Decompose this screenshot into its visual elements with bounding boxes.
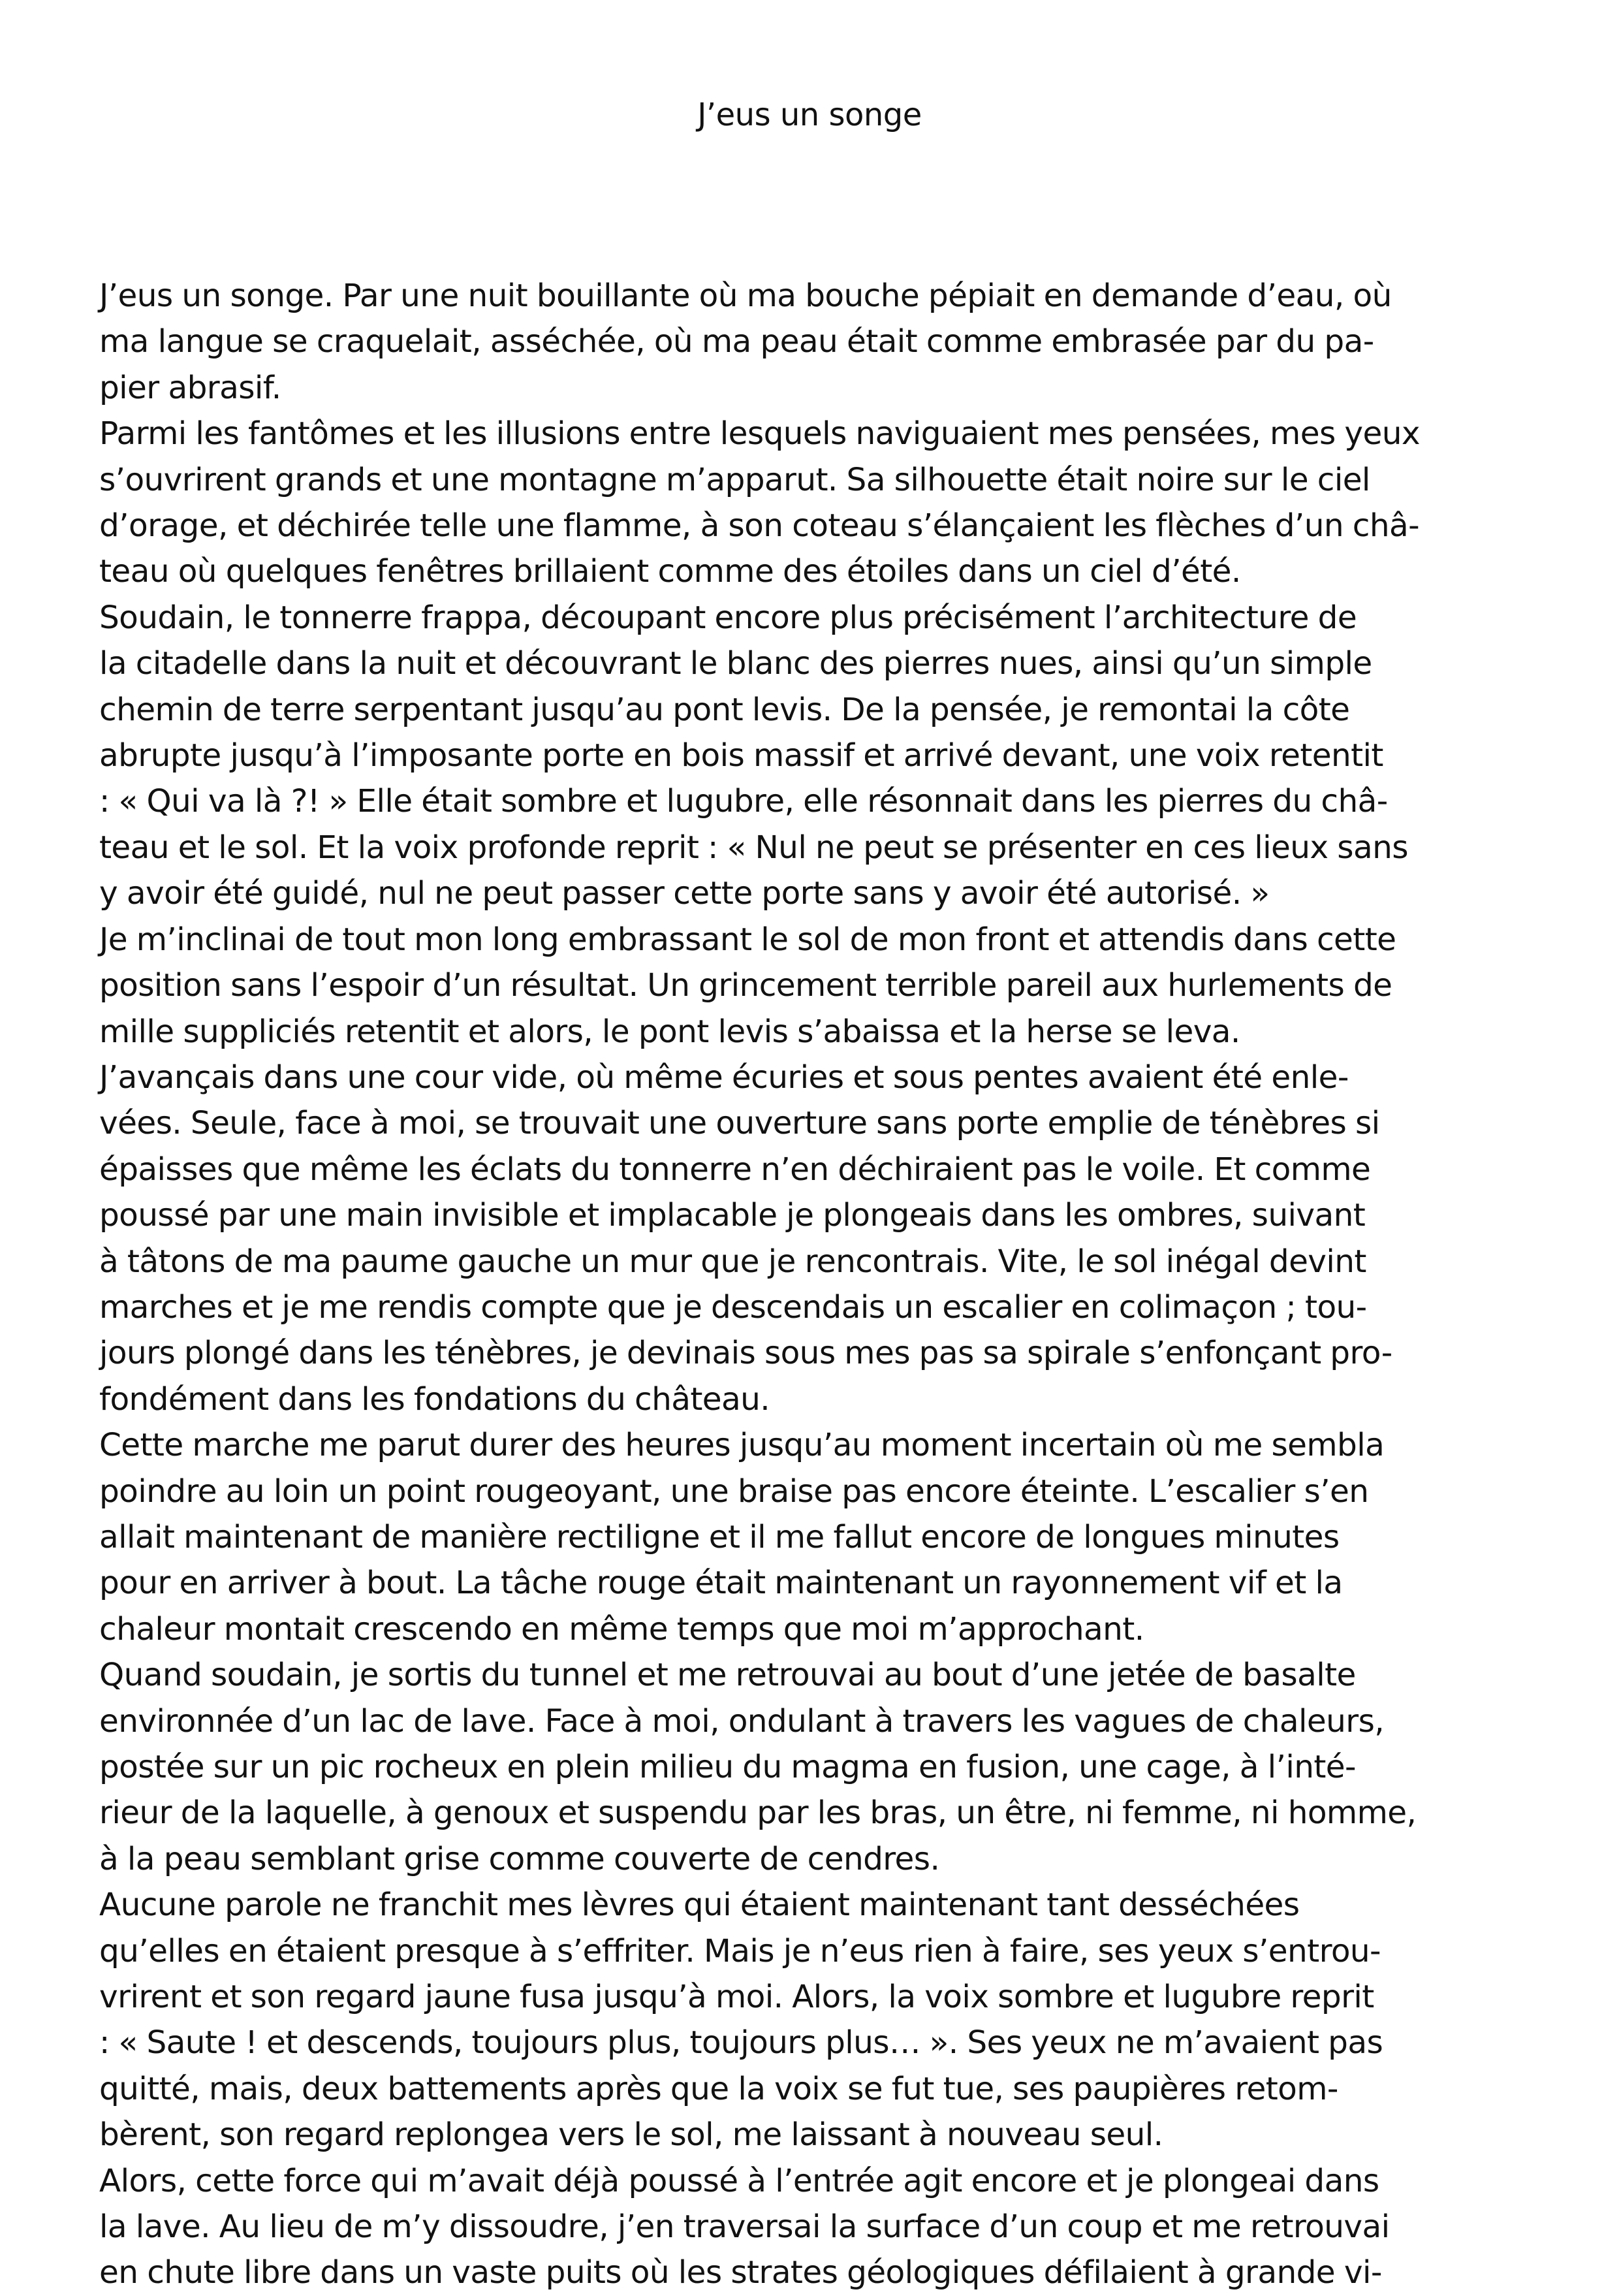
text-line: position sans l’espoir d’un résultat. Un grincement terrible pareil aux hurlements de [99,967,1392,1004]
text-line: Je m’inclinai de tout mon long embrassant le sol de mon front et attendis dans cette [99,921,1396,958]
text-line: Alors, cette force qui m’avait déjà poussé à l’entrée agit encore et je plongeai dans [99,2162,1379,2199]
text-line: Quand soudain, je sortis du tunnel et me retrouvai au bout d’une jetée de basalte [99,1657,1356,1694]
text-line: s’ouvrirent grands et une montagne m’apparut. Sa silhouette était noire sur le ciel [99,461,1370,498]
text-line: y avoir été guidé, nul ne peut passer cette porte sans y avoir été autorisé. » [99,875,1270,912]
text-line: postée sur un pic rocheux en plein milieu du magma en fusion, une cage, à l’inté- [99,1749,1356,1785]
page-title: J’eus un songe [697,97,922,133]
text-line: la lave. Au lieu de m’y dissoudre, j’en traversai la surface d’un coup et me retrouvai [99,2208,1390,2246]
text-line: teau et le sol. Et la voix profonde reprit : « Nul ne peut se présenter en ces lieux sans [99,829,1408,866]
text-line: poindre au loin un point rougeoyant, une braise pas encore éteinte. L’escalier s’en [99,1473,1369,1510]
text-line: marches et je me rendis compte que je descendais un escalier en colimaçon ; tou- [99,1288,1367,1326]
text-line: en chute libre dans un vaste puits où les strates géologiques défilaient à grande vi- [99,2254,1382,2291]
text-line: épaisses que même les éclats du tonnerre n’en déchiraient pas le voile. Et comme [99,1151,1371,1188]
text-line: Aucune parole ne franchit mes lèvres qui étaient maintenant tant desséchées [99,1887,1300,1924]
text-line: fondément dans les fondations du château. [99,1380,770,1418]
text-line: ma langue se craquelait, asséchée, où ma peau était comme embrasée par du pa- [99,323,1374,360]
text-line: Soudain, le tonnerre frappa, découpant encore plus précisément l’architecture de [99,599,1357,636]
text-line: chemin de terre serpentant jusqu’au pont levis. De la pensée, je remontai la côte [99,691,1350,728]
text-line: à la peau semblant grise comme couverte de cendres. [99,1840,940,1877]
text-line: mille suppliciés retentit et alors, le pont levis s’abaissa et la herse se leva. [99,1013,1240,1050]
text-line: rieur de la laquelle, à genoux et suspendu par les bras, un être, ni femme, ni homme, [99,1794,1417,1832]
text-line: : « Qui va là ?! » Elle était sombre et lugubre, elle résonnait dans les pierres du châ- [99,783,1388,820]
text-line: pier abrasif. [99,369,281,406]
text-line: Cette marche me parut durer des heures jusqu’au moment incertain où me sembla [99,1427,1385,1464]
text-line: d’orage, et déchirée telle une flamme, à son coteau s’élançaient les flèches d’un châ- [99,507,1420,545]
text-line: environnée d’un lac de lave. Face à moi, ondulant à travers les vagues de chaleurs, [99,1702,1385,1740]
text-line: J’eus un songe. Par une nuit bouillante où ma bouche pépiait en demande d’eau, où [99,278,1392,314]
text-line: J’avançais dans une cour vide, où même écuries et sous pentes avaient été enle- [99,1059,1349,1096]
text-line: pour en arriver à bout. La tâche rouge était maintenant un rayonnement vif et la [99,1565,1343,1602]
text-line: abrupte jusqu’à l’imposante porte en bois massif et arrivé devant, une voix retentit [99,737,1383,774]
text-line: poussé par une main invisible et implacable je plongeais dans les ombres, suivant [99,1197,1366,1234]
text-line: Parmi les fantômes et les illusions entre lesquels naviguaient mes pensées, mes yeux [99,415,1421,453]
text-line: qu’elles en étaient presque à s’effriter. Mais je n’eus rien à faire, ses yeux s’entrou- [99,1932,1381,1969]
text-line: vées. Seule, face à moi, se trouvait une ouverture sans porte emplie de ténèbres si [99,1105,1380,1142]
text-line: chaleur montait crescendo en même temps que moi m’approchant. [99,1610,1144,1648]
body-text [99,273,1520,2296]
text-line: la citadelle dans la nuit et découvrant le blanc des pierres nues, ainsi qu’un simple [99,645,1372,682]
text-line: bèrent, son regard replongea vers le sol, me laissant à nouveau seul. [99,2116,1163,2154]
text-line: quitté, mais, deux battements après que la voix se fut tue, ses paupières retom- [99,2070,1338,2107]
text-line: allait maintenant de manière rectiligne et il me fallut encore de longues minutes [99,1518,1340,1555]
text-line: : « Saute ! et descends, toujours plus, toujours plus… ». Ses yeux ne m’avaient pas [99,2024,1383,2062]
text-line: vrirent et son regard jaune fusa jusqu’à moi. Alors, la voix sombre et lugubre reprit [99,1979,1374,2016]
text-line: teau où quelques fenêtres brillaient comme des étoiles dans un ciel d’été. [99,553,1241,590]
text-line: à tâtons de ma paume gauche un mur que je rencontrais. Vite, le sol inégal devint [99,1243,1366,1280]
text-line: jours plongé dans les ténèbres, je devinais sous mes pas sa spirale s’enfonçant pro- [99,1335,1392,1372]
